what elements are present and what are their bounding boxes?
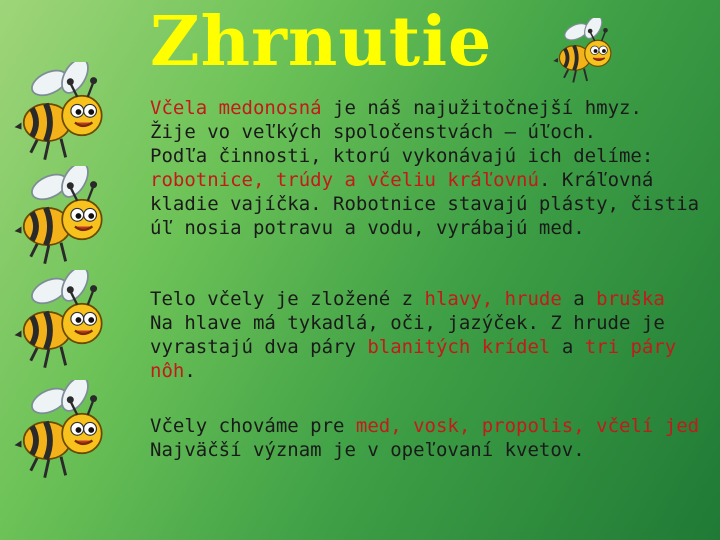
text-line — [150, 287, 720, 311]
text-line — [150, 168, 720, 192]
text-line — [150, 335, 720, 359]
text-segment: . — [184, 360, 196, 382]
bee-icon — [548, 18, 620, 84]
text-segment: a — [561, 288, 597, 310]
text-segment: vyrastajú dva páry — [150, 336, 368, 358]
text-line — [150, 359, 720, 383]
text-line: Na hlave má tykadlá, oči, jazýček. Z hrude je — [150, 312, 665, 334]
text-segment: Včely chováme pre — [150, 415, 356, 437]
highlight-term: nôh — [150, 360, 185, 382]
text-segment: je náš najužitočnejší hmyz. — [321, 97, 642, 119]
text-line: kladie vajíčka. Robotnice stavajú plásty, čistia — [150, 193, 700, 215]
highlight-term: tri páry — [584, 336, 677, 358]
highlight-term: robotnice, trúdy a včeliu kráľovnú — [150, 169, 539, 191]
text-segment: a — [550, 336, 585, 358]
text-line: Žije vo veľkých spoločenstvách – úľoch. — [150, 121, 597, 143]
text-segment: . Kráľovná — [538, 169, 654, 191]
text-line — [150, 414, 720, 438]
paragraph-products — [150, 414, 720, 462]
text-line: Najväčší význam je v opeľovaní kvetov. — [150, 439, 585, 461]
bee-icon — [2, 62, 120, 162]
text-line: Podľa činnosti, ktorú vykonávajú ich delíme: — [150, 145, 654, 167]
highlight-term: hlavy, hrude — [424, 288, 562, 310]
text-segment: Telo včely je zložené z — [150, 288, 425, 310]
bee-icon — [2, 380, 120, 480]
page-title: Zhrnutie — [150, 2, 493, 82]
text-line: úľ nosia potravu a vodu, vyrábajú med. — [150, 217, 585, 239]
paragraph-summary-intro — [150, 96, 720, 240]
text-line — [150, 96, 720, 120]
bee-icon — [2, 270, 120, 370]
highlight-term: Včela medonosná — [150, 97, 322, 119]
highlight-term: bruška — [596, 288, 665, 310]
highlight-term: blanitých krídel — [367, 336, 551, 358]
bee-icon — [2, 166, 120, 266]
paragraph-body-parts — [150, 287, 720, 383]
highlight-term: med, vosk, propolis, včelí jed — [355, 415, 700, 437]
